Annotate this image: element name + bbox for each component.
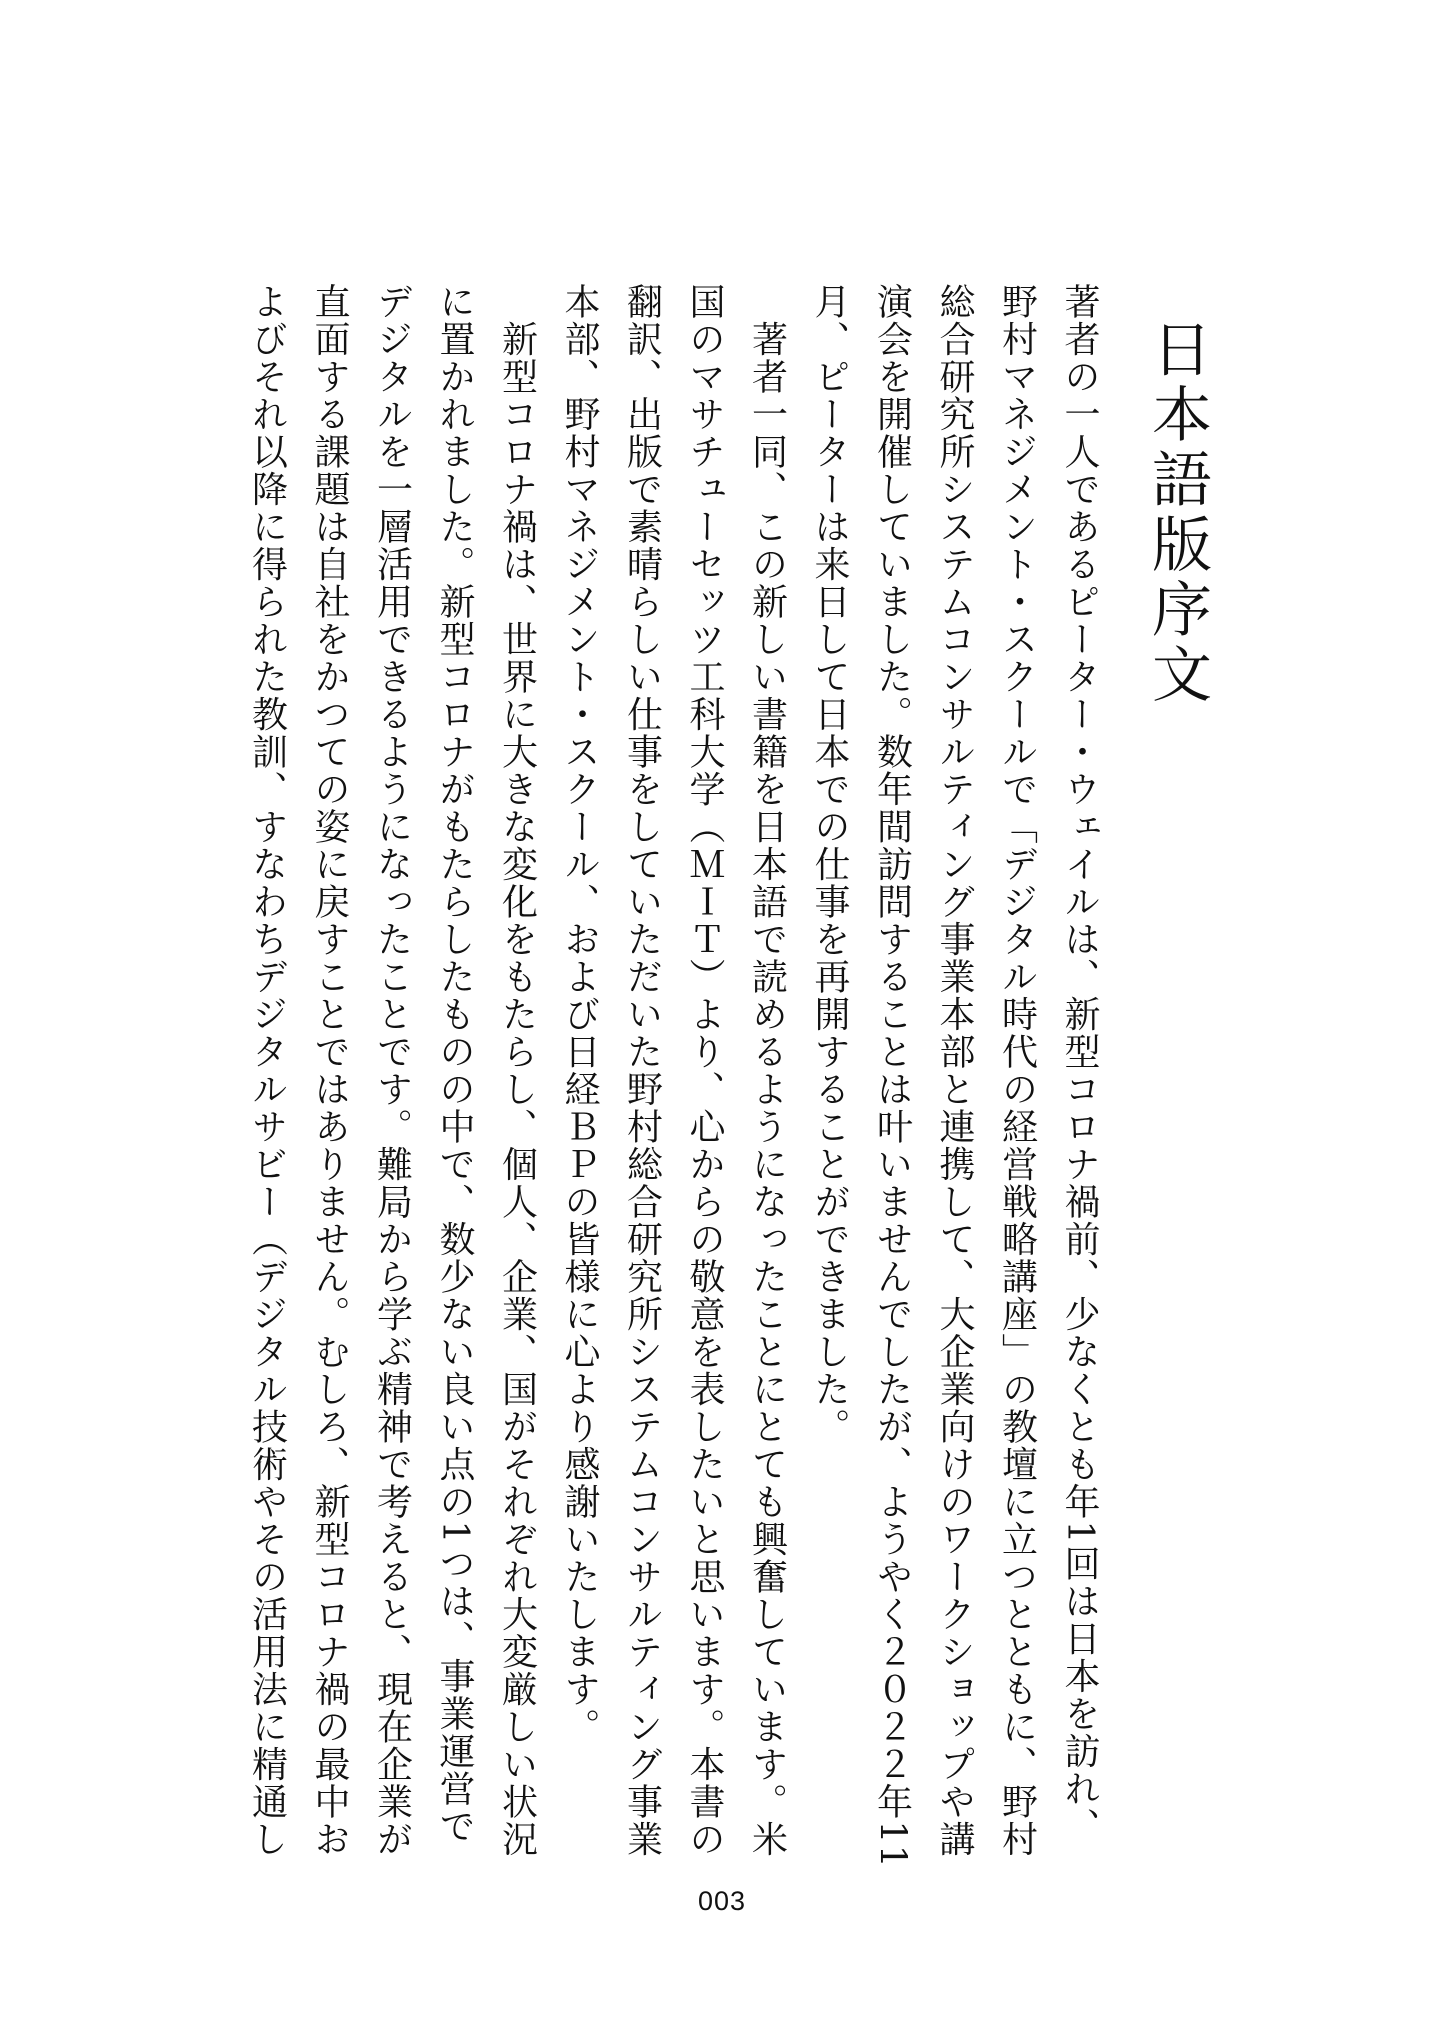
page-number: 003 bbox=[697, 1886, 747, 1916]
body-line: 演会を開催していました。数年間訪問することは叶いませんでしたが、ようやく２０２２年11 bbox=[871, 283, 913, 1870]
body-line: 著者一同、この新しい書籍を日本語で読めるようになったことにとても興奮しています。米 bbox=[746, 283, 788, 1858]
body-line: 総合研究所システムコンサルティング事業本部と連携して、大企業向けのワークショップや講 bbox=[934, 283, 975, 1858]
body-line: 直面する課題は自社をかつての姿に戻すことではありません。むしろ、新型コロナ禍の最中お bbox=[309, 283, 350, 1858]
body-line: 国のマサチューセッツ工科大学（ＭＩＴ）より、心からの敬意を表したいと思います。本書の bbox=[684, 283, 725, 1858]
body-line: 月、ピーターは来日して日本での仕事を再開することができました。 bbox=[809, 283, 850, 1446]
page-title: 日本語版序文 bbox=[1142, 318, 1212, 708]
body-text bbox=[234, 283, 1110, 1913]
body-line: 新型コロナ禍は、世界に大きな変化をもたらし、個人、企業、国がそれぞれ大変厳しい状況 bbox=[496, 283, 538, 1858]
body-line: 著者の一人であるピーター・ウェイルは、新型コロナ禍前、少なくとも年1回は日本を訪れ、 bbox=[1059, 283, 1100, 1845]
body-line: よびそれ以降に得られた教訓、すなわちデジタルサビー（デジタル技術やその活用法に精通し bbox=[246, 283, 288, 1858]
body-line: に置かれました。新型コロナがもたらしたものの中で、数少ない良い点の1つは、事業運営で bbox=[434, 283, 475, 1845]
body-line: 本部、野村マネジメント・スクール、および日経ＢＰの皆様に心より感謝いたします。 bbox=[559, 283, 600, 1746]
body-line: 翻訳、出版で素晴らしい仕事をしていただいた野村総合研究所システムコンサルティング事業 bbox=[621, 283, 663, 1858]
body-line: デジタルを一層活用できるようになったことです。難局から学ぶ精神で考えると、現在企業が bbox=[371, 283, 413, 1858]
body-line: 野村マネジメント・スクールで「デジタル時代の経営戦略講座」の教壇に立つとともに、野村 bbox=[996, 283, 1038, 1858]
